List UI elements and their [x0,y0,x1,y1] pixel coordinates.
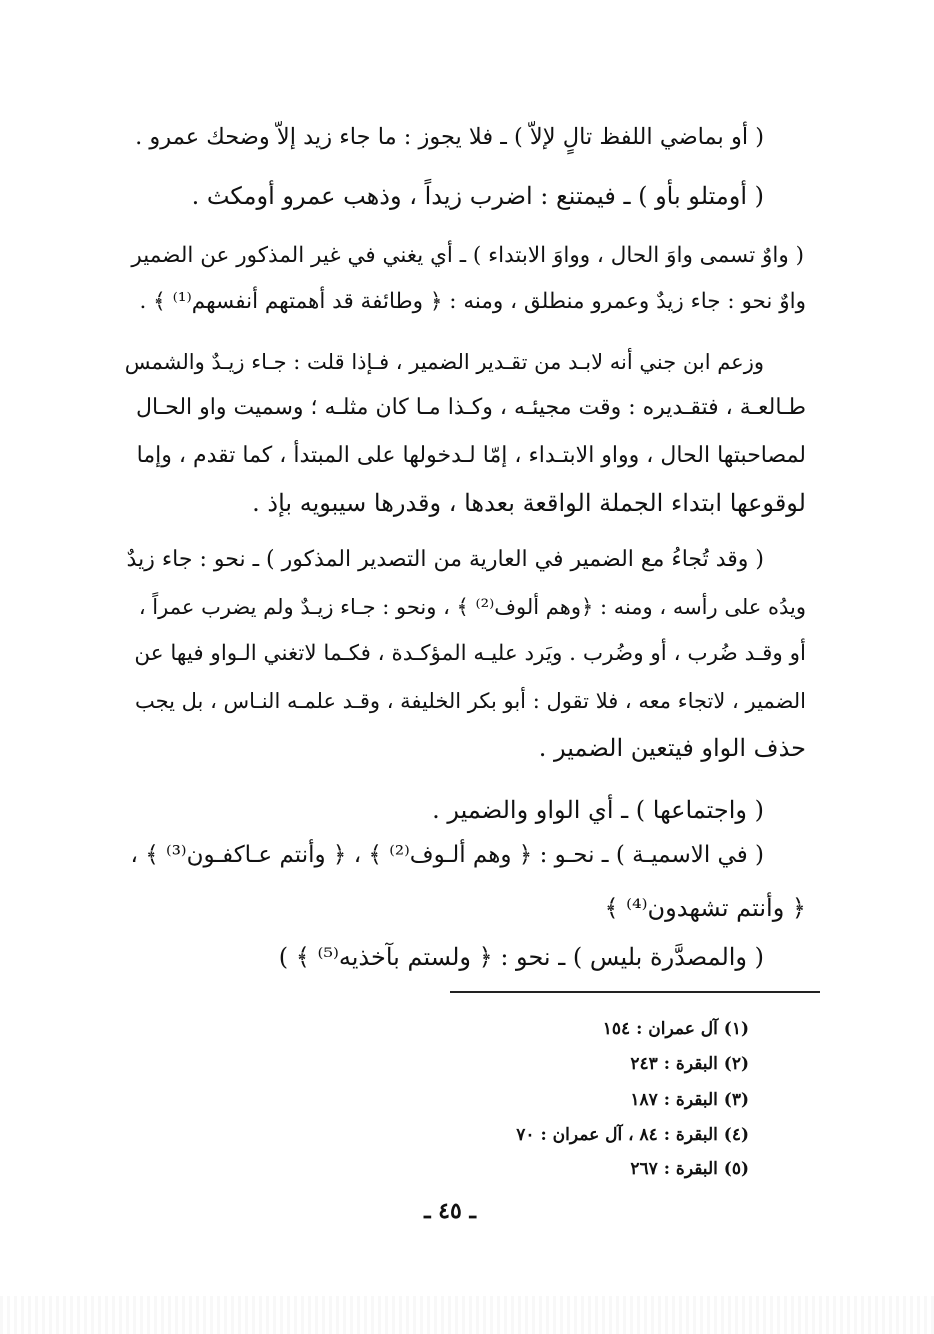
text-line-6: طـالعـة ، فتقـديره : وقت مجيئـه ، وكـذا مـا كان مثلـه ؛ وسميت واو الحـال [136,395,806,420]
text-line-3: ( واوٌ تسمى واوَ الحال ، وواوَ الابتداء ) ـ أي يغني في غير المذكور عن الضمير [131,243,804,268]
footnote-4: (٤) البقرة : ٨٤ ، آل عمران : ٧٠ [516,1125,749,1145]
scan-noise-strip [0,1296,934,1334]
footnote-separator [450,991,820,993]
text-line-8: لوقوعها ابتداء الجملة الواقعة بعدها ، وقدرها سيبويه بإذ . [252,489,806,517]
footnote-2: (٢) البقرة : ٢٤٣ [630,1054,749,1074]
text-line-10: ويدُه على رأسه ، ومنه : ﴿وهم ألوف⁽²⁾ ﴾ ، ونحو : جـاء زيـدٌ ولم يضرب عمراً ، [138,595,806,619]
footnote-5: (٥) البقرة : ٢٦٧ [630,1159,749,1179]
text-line-9: ( وقد تُجاءُ مع الضمير في العارية من التصدير المذكور ) ـ نحو : جاء زيدٌ [126,547,764,572]
page-number: ـ ٤٥ ـ [424,1198,476,1224]
text-line-17: ( والمصدَّرة بليس ) ـ نحو : ﴿ ولستم بآخذيه⁽⁵⁾ ﴾ ) [278,943,764,971]
text-line-4: واوٌ نحو : جاء زيدٌ وعمرو منطلق ، ومنه : ﴿ وطائفة قد أهمتهم أنفسهم⁽¹⁾ ﴾ . [139,289,806,314]
text-line-1: ( أو بماضي اللفظ تالٍ لإلاّ ) ـ فلا يجوز : ما جاء زيد إلاّ وضحك عمرو . [135,124,764,150]
text-line-11: أو وقـد ضُرب ، أو وضُرب . ويَرد عليـه المؤكـدة ، فكـما لاتغني الـواو فيها عن [134,641,806,666]
text-line-16: ﴿ وأنتم تشهدون⁽⁴⁾ ﴾ [604,894,806,922]
text-line-2: ( أومتلو بأو ) ـ فيمتنع : اضرب زيداً ، وذهب عمرو أومكث . [191,182,764,210]
text-line-14: ( واجتماعها ) ـ أي الواو والضمير . [432,796,764,824]
text-line-5: وزعم ابن جني أنه لابـد من تقـدير الضمير ، فـإذا قلت : جـاء زيـدٌ والشمس [124,350,764,374]
text-line-15: ( في الاسميـة ) ـ نحـو : ﴿ وهم ألـوف⁽²⁾ ﴾ ، ﴿ وأنتم عـاكفـون⁽³⁾ ﴾ ، [130,842,764,868]
text-line-7: لمصاحبتها الحال ، وواو الابتـداء ، إمّا لـدخولها على المبتدأ ، كما تقدم ، وإما [136,443,806,468]
footnote-3: (٣) البقرة : ١٨٧ [630,1090,749,1110]
footnote-1: (١) آل عمران : ١٥٤ [602,1019,749,1039]
text-line-13: حذف الواو فيتعين الضمير . [538,734,806,762]
text-line-12: الضمير ، لاتجاء معه ، فلا تقول : أبو بكر الخليفة ، وقـد علمـه النـاس ، بل يجب [134,689,806,713]
